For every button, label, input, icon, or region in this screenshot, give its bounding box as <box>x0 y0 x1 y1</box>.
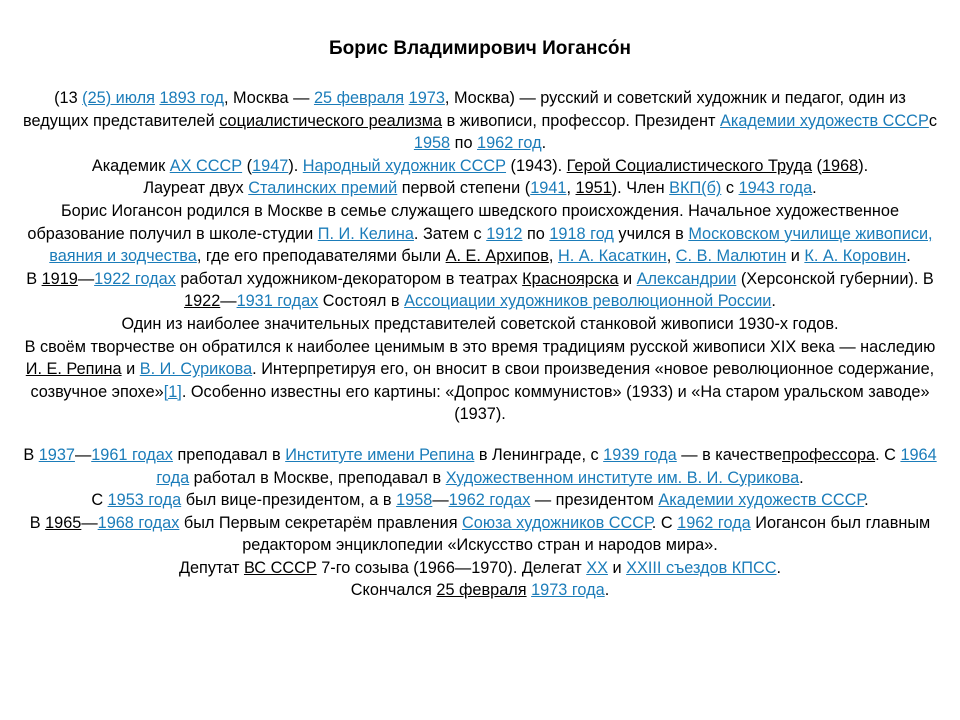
text-run: . <box>906 247 911 266</box>
text-run: с <box>928 111 937 130</box>
link[interactable]: 1961 годах <box>91 445 173 464</box>
text-run: — <box>220 292 237 311</box>
text-run: Один из наиболее значительных представителей советской станковой живописи 1930-х годов. <box>121 314 839 333</box>
underlined-term: 1919 <box>41 269 78 288</box>
text-run: В <box>23 445 39 464</box>
link[interactable]: Союза художников СССР <box>462 513 652 532</box>
link[interactable]: 1973 <box>408 89 445 107</box>
link[interactable]: 1937 <box>38 445 75 464</box>
link[interactable]: Художественном институте им. В. И. Сурикова <box>445 468 800 487</box>
paragraph-awards <box>20 177 940 200</box>
link[interactable]: XXIII съездов КПСС <box>626 558 777 577</box>
underlined-term: профессора <box>782 445 876 464</box>
text-run: Борис Иогансон родился в Москве в семье служащего шведского происхождения. Начальное художественное образование получил в школе-студии <box>27 201 900 243</box>
text-run: С <box>91 491 108 510</box>
link[interactable]: 1973 года <box>531 581 605 600</box>
text-run: . С <box>875 445 901 464</box>
link[interactable]: XX <box>586 558 608 577</box>
link[interactable]: 1893 год <box>159 89 224 107</box>
text-run: В <box>29 513 46 532</box>
text-run: . <box>771 292 776 311</box>
text-run: преподавал в <box>172 445 286 464</box>
link[interactable]: 1918 год <box>549 224 614 243</box>
text-run: Состоял в <box>318 292 405 311</box>
text-run: учился в <box>613 224 689 243</box>
text-run: . <box>604 581 610 600</box>
underlined-term: 1951 <box>575 179 612 198</box>
underlined-term: 25 февраля <box>436 581 527 600</box>
link[interactable]: ВКП(б) <box>669 179 722 198</box>
text-run: первой степени ( <box>397 179 531 198</box>
underlined-term: А. Е. Архипов <box>445 247 549 266</box>
text-run: в Ленинграде, с <box>474 445 604 464</box>
paragraph-academy <box>20 489 940 512</box>
text-run: . Затем с <box>413 224 487 243</box>
text-run: Депутат <box>178 558 244 577</box>
text-run: — <box>81 513 98 532</box>
link[interactable]: АХ СССР <box>169 156 243 175</box>
text-run: и <box>786 247 805 266</box>
underlined-term: 1922 <box>184 292 221 311</box>
text-run: по <box>522 224 550 243</box>
text-run: (1943). <box>506 156 567 175</box>
link[interactable]: Академии художеств СССР <box>719 111 929 130</box>
text-run: , <box>666 247 676 266</box>
text-run: . <box>541 134 547 153</box>
link[interactable]: 1962 год <box>477 134 542 153</box>
text-run: (13 <box>54 89 83 107</box>
text-run: работал в Москве, преподавал в <box>189 468 446 487</box>
link[interactable]: Ассоциации художников революционной России <box>404 292 772 311</box>
link[interactable]: 1922 годах <box>94 269 176 288</box>
text-run: . <box>864 491 869 510</box>
text-run: В своём творчестве он обратился к наиболее ценимым в это время традициям русской живописи XIX века — наследию <box>24 337 936 356</box>
text-run: и <box>607 558 627 577</box>
link[interactable]: С. В. Малютин <box>675 247 787 266</box>
paragraph-union <box>20 512 940 557</box>
paragraph-deputy <box>20 557 940 580</box>
link[interactable]: 1968 годах <box>97 513 180 532</box>
text-run: , <box>566 179 576 198</box>
paragraph-significance <box>20 313 940 336</box>
underlined-term: И. Е. Репина <box>25 360 122 379</box>
underlined-term: Красноярска <box>522 269 619 288</box>
underlined-term: Герой Социалистического Труда <box>566 156 813 175</box>
text-run: — <box>74 445 92 464</box>
text-run: . <box>776 558 782 577</box>
text-run: — в качестве <box>676 445 783 464</box>
link[interactable]: П. И. Келина <box>317 224 414 243</box>
text-run: был Первым секретарём правления <box>179 513 463 532</box>
text-run: Иогансон был главным редактором энциклопедии «Искусство стран и народов мира». <box>242 513 931 555</box>
link[interactable]: 25 февраля <box>313 89 405 107</box>
link[interactable]: (25) июля <box>82 89 155 107</box>
text-run: ). Член <box>611 179 670 198</box>
biography-body <box>20 87 940 602</box>
text-run: , Москва) — русский и советский художник и педагог, один из ведущих представителей <box>23 89 906 130</box>
text-run: . <box>799 468 804 487</box>
text-run: ( <box>812 156 822 175</box>
text-run: ). <box>858 156 869 175</box>
paragraph-teaching <box>20 444 940 489</box>
text-run: Лауреат двух <box>143 179 249 198</box>
text-run: . Особенно известны его картины: «Допрос коммунистов» (1933) и «На старом уральском заводе» (1937). <box>181 382 930 424</box>
paragraph-academic <box>20 155 940 178</box>
link[interactable]: 1939 года <box>603 445 677 464</box>
link[interactable]: 1947 <box>252 156 289 175</box>
paragraph-education <box>20 200 940 268</box>
text-run: , Москва — <box>223 89 314 107</box>
text-run: . С <box>651 513 678 532</box>
underlined-term: социалистического реализма <box>219 111 443 130</box>
link[interactable]: В. И. Сурикова <box>139 360 253 379</box>
link[interactable]: 1962 годах <box>448 491 531 510</box>
paragraph-dates <box>20 87 940 155</box>
text-run: — <box>432 491 449 510</box>
link[interactable]: Народный художник СССР <box>302 156 507 175</box>
text-run: В <box>26 269 42 288</box>
paragraph-theatre <box>20 268 940 313</box>
text-run: работал художником-декоратором в театрах <box>175 269 523 288</box>
paragraph-creativity <box>20 336 940 426</box>
link[interactable]: 1941 <box>530 179 567 198</box>
text-run: . Интерпретируя его, он вносит в свои произведения «новое революционное содержание, созвучное эпохе» <box>30 360 935 401</box>
link[interactable]: 1953 года <box>107 491 182 510</box>
text-run: в живописи, профессор. Президент <box>442 111 720 130</box>
paragraph-spacer-link <box>20 426 940 444</box>
link[interactable]: Александрии <box>636 269 737 288</box>
link[interactable]: 1962 года <box>677 513 751 532</box>
text-run: ). <box>288 156 303 175</box>
link[interactable]: Сталинских премий <box>248 179 398 198</box>
text-run: . <box>812 179 817 198</box>
link[interactable]: Московском училище живописи, ваяния и зодчества <box>49 224 933 266</box>
link[interactable]: Институте имени Репина <box>285 445 475 464</box>
text-run: , где его преподавателями были <box>196 247 446 266</box>
paragraph-death <box>20 579 940 602</box>
underlined-term: 1965 <box>45 513 82 532</box>
text-run: и <box>121 360 140 379</box>
page-title: Борис Владимирович Иогансо́н <box>329 38 631 59</box>
link[interactable]: 1964 года <box>156 445 937 487</box>
link[interactable]: 1958 <box>413 134 451 153</box>
link[interactable]: [1] <box>163 382 182 401</box>
link[interactable]: Академии художеств СССР <box>658 491 865 510</box>
text-run: и <box>618 269 637 288</box>
link[interactable]: 1912 <box>486 224 523 243</box>
text-run: был вице-президентом, а в <box>181 491 397 510</box>
link[interactable]: 1931 годах <box>236 292 319 311</box>
link[interactable]: 1943 года <box>738 179 813 198</box>
link[interactable]: К. А. Коровин <box>804 247 907 266</box>
text-run: — <box>77 269 95 288</box>
text-run: Академик <box>91 156 170 175</box>
link[interactable]: 1958 <box>396 491 433 510</box>
text-run: (Херсонской губернии). В <box>736 269 934 288</box>
text-run: по <box>450 134 478 153</box>
text-run: — президентом <box>530 491 659 510</box>
text-run: Скончался <box>350 581 437 600</box>
text-run: с <box>721 179 739 198</box>
text-run: 7-го созыва (1966—1970). Делегат <box>316 558 587 577</box>
underlined-term: 1968 <box>821 156 859 175</box>
text-run: , <box>548 247 558 266</box>
link[interactable]: Н. А. Касаткин <box>557 247 667 266</box>
text-run: ( <box>242 156 253 175</box>
underlined-term: ВС СССР <box>243 558 317 577</box>
